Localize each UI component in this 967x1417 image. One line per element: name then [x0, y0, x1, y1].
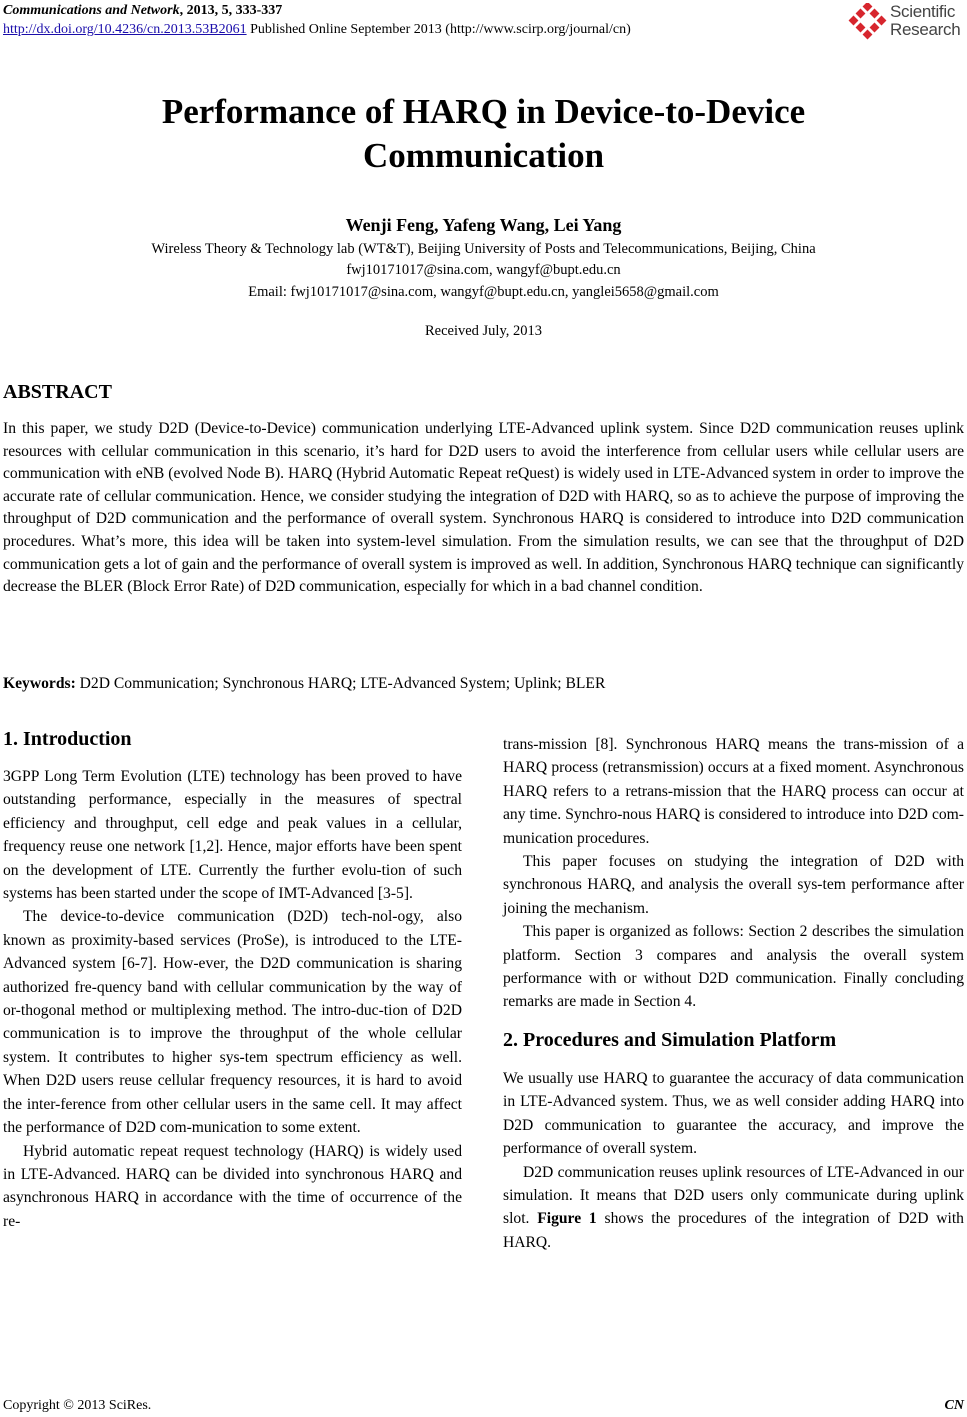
paper-title [0, 90, 967, 178]
keywords [3, 673, 605, 695]
section-1-heading: 1. Introduction [3, 728, 132, 750]
journal-name: Communications and Network [3, 3, 180, 18]
doi-line [3, 21, 631, 39]
section-2-paragraph-1: We usually use HARQ to guarantee the accuracy of data communication in LTE-Advanced system. Thus, we as well consider adding HARQ into D2D communication to guarantee the accuracy, and improve the performance of overall system. [503, 1069, 964, 1158]
intro-paragraph-5: This paper focuses on studying the integration of D2D with synchronous HARQ, and analysis the overall sys-tem performance after joining the mechanism. [503, 853, 964, 917]
abstract-text: In this paper, we study D2D (Device-to-Device) communication underlying LTE-Advanced uplink system. Since D2D communication reuses uplink resources with cellular communication in this scenario, it’s hard for D2D users to avoid the interference from cellular users while cellular users are communication with eNB (evolved Node B). HARQ (Hybrid Automatic Repeat reQuest) is widely used in LTE-Advanced system in order to improve the accurate rate of cellular communication. Hence, we consider studying the integration of D2D with HARQ, so as to achieve the purpose of improving the throughput of D2D communication and the performance of overall system. Synchronous HARQ is considered to introduce into D2D communication procedures. What’s more, this idea will be taken into system-level simulation. From the simulation results, we can see that the throughput of D2D communication gets a lot of gain and the performance of overall system is improved as well. In addition, Synchronous HARQ technique can significantly decrease the BLER (Block Error Rate) of D2D communication, especially for which in a bad channel condition. [3, 420, 964, 596]
journal-abbreviation: CN [944, 1398, 964, 1413]
intro-paragraph-2: The device-to-device communication (D2D) tech-nol-ogy, also known as proximity-based services (ProSe), is introduced to the LTE-Advanced system [6-7]. How-ever, the D2D communication is sharing authorized fre-quency band with cellular communication by the way of or-thogonal method or multiplexing method. The intro-duc-tion of D2D communication is to improve the throughput of the whole cellular system. It contributes to higher sys-tem spectrum efficiency as well. When D2D users reuse cellular frequency resources, it is hard to avoid the inter-ference from other cellular users in the same cell. It may affect the performance of D2D com-munication to some extent. [3, 908, 462, 1137]
keywords-text: D2D Communication; Synchronous HARQ; LTE-Advanced System; Uplink; BLER [75, 675, 606, 692]
journal-header [3, 2, 282, 20]
diamond-logo-icon [848, 3, 888, 43]
left-column [3, 727, 462, 1233]
authors: Wenji Feng, Yafeng Wang, Lei Yang [345, 215, 622, 235]
figure-1-reference[interactable]: Figure 1 [537, 1210, 597, 1228]
received-date: Received July, 2013 [424, 323, 543, 339]
section-2-heading: 2. Procedures and Simulation Platform [503, 1028, 837, 1051]
affiliation: Wireless Theory & Technology lab (WT&T), Beijing University of Posts and Telecommunications, Beijing, China [151, 241, 816, 257]
logo-text-scientific: Scientific [890, 2, 956, 21]
section-2-text-b: shows the procedures of the integration of D2D with HARQ. [503, 1210, 964, 1251]
intro-paragraph-1: 3GPP Long Term Evolution (LTE) technology has been proved to have outstanding performance, especially in the measures of spectral efficiency and throughput, cell edge and peak values in a cellular, frequency reuse one network [1,2]. Hence, major efforts have been spent on the development of LTE. Currently the further evolu-tion of such systems has been started under the scope of IMT-Advanced [3-5]. [3, 768, 462, 903]
intro-paragraph-3: Hybrid automatic repeat request technology (HARQ) is widely used in LTE-Advanced. HARQ can be divided into synchronous HARQ and asynchronous HARQ in accordance with the time of occurrence of the re- [3, 1142, 462, 1230]
keywords-label: Keywords: [3, 675, 76, 692]
affiliation-emails: fwj10171017@sina.com, wangyf@bupt.edu.cn [346, 262, 621, 278]
intro-paragraph-6: This paper is organized as follows: Section 2 describes the simulation platform. Section 3 compares and analysis the overall system performance with or without D2D communication. Finally concluding remarks are made in Section 4. [503, 923, 964, 1011]
section-2-text-a: D2D communication reuses uplink resources of LTE-Advanced in our simulation. It means that D2D users only communicate during uplink slot. [503, 1163, 964, 1228]
title-line-1: Performance of HARQ in Device-to-Device [161, 92, 806, 131]
section-2-paragraph-2 [503, 1161, 964, 1255]
journal-volume-info: , 2013, 5, 333-337 [179, 3, 283, 18]
logo-text-research: Research [890, 20, 961, 39]
scientific-research-logo [848, 1, 966, 43]
title-line-2: Communication [362, 136, 605, 175]
copyright-footer: Copyright © 2013 SciRes. [3, 1398, 152, 1413]
abstract-heading: ABSTRACT [3, 381, 112, 403]
right-column [503, 733, 964, 1254]
published-online-text: Published Online September 2013 (http://www.scirp.org/journal/cn) [246, 22, 631, 37]
intro-paragraph-4: trans-mission [8]. Synchronous HARQ means the trans-mission of a HARQ process (retransmission) occurs at a fixed moment. Asynchronous HARQ refers to a retrans-mission that the HARQ process can occur at any time. Synchro-nous HARQ is considered to introduce into D2D com-munication procedures. [503, 736, 964, 847]
doi-link[interactable]: http://dx.doi.org/10.4236/cn.2013.53B2061 [3, 22, 247, 37]
contact-email: Email: fwj10171017@sina.com, wangyf@bupt.edu.cn, yanglei5658@gmail.com [248, 284, 719, 300]
